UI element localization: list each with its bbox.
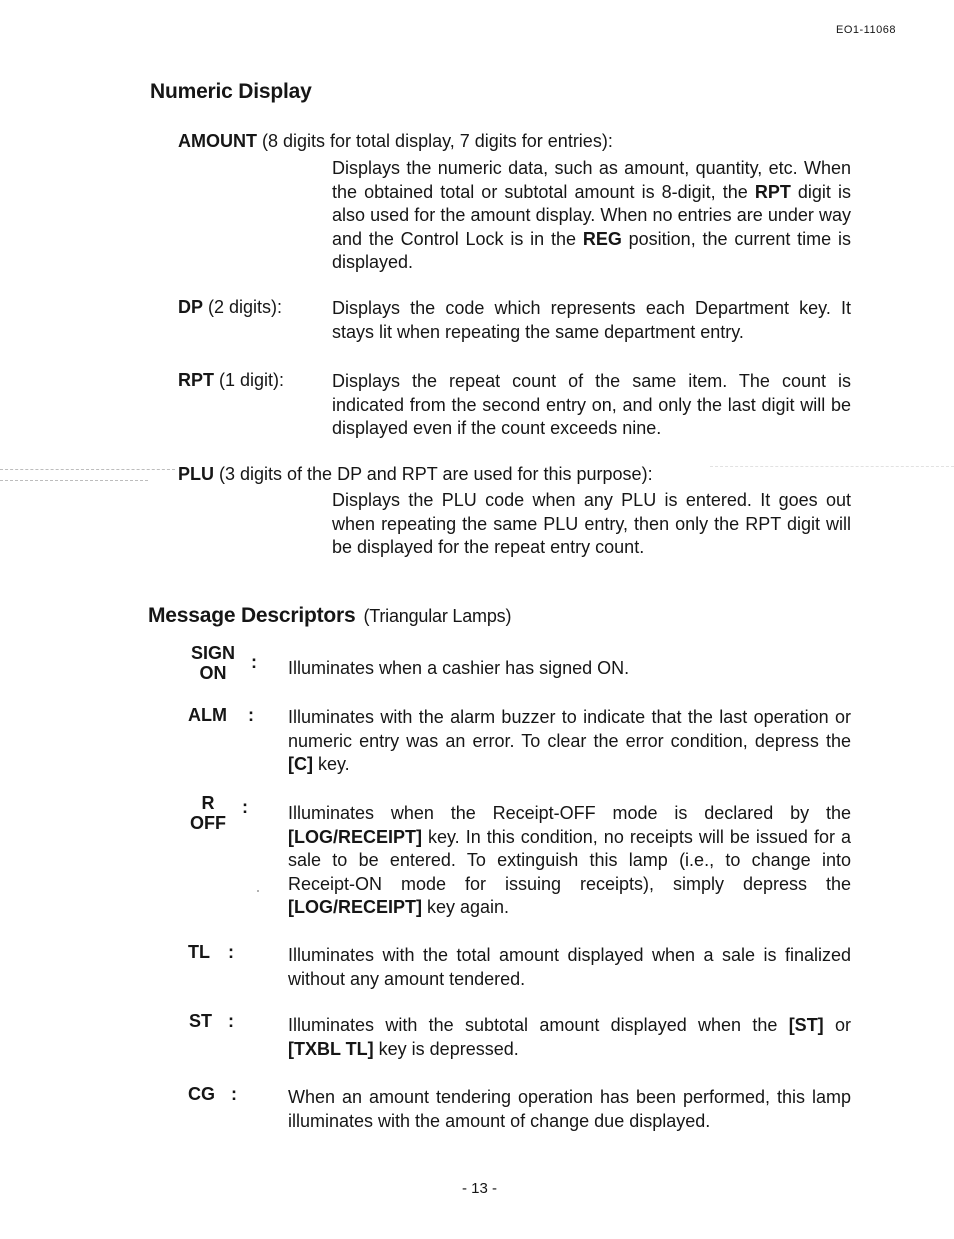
term-dp [178,297,282,318]
term-label: DP [178,297,204,317]
desc-alm [288,706,851,777]
lamp-label-tl: TL [188,942,210,962]
lamp-label-cg: CG [188,1084,215,1104]
term-qualifier: (2 digits): [203,297,283,317]
text-run: key. In this condition, no receipts will be issued for a sale to be entered. To extinguish this lamp (i.e., to change into Receipt-ON mode for issuing receipts), simply depress the [288,826,851,894]
desc-r-off [288,802,851,920]
text-run: Illuminates with the alarm buzzer to indicate that the last operation or numeric entry was an error. To clear the error condition, depress the [288,707,851,751]
text-run: Illuminates when a cashier has signed ON. [288,658,630,678]
lamp-label-sign-on [186,643,240,683]
text-run: When an amount tendering operation has been performed, this lamp illuminates with the amount of change due displayed. [288,1087,851,1131]
text-run: Illuminates with the subtotal amount displayed when the [288,1015,789,1035]
term-label: RPT [178,370,214,390]
lamp-label-top: SIGN [190,643,235,663]
lamp-label-st: ST [189,1011,213,1031]
text-run: key. [313,754,350,774]
desc-plu [332,489,851,560]
section-subtitle: (Triangular Lamps) [363,606,512,626]
desc-sign-on [288,657,851,681]
text-run: digit is also used for the amount display. When no entries are under way and the Control Lock is in the [332,181,851,249]
desc-tl [288,944,851,991]
term-amount [178,131,613,152]
key-term: [LOG/RECEIPT] [288,826,422,847]
term-label: PLU [178,464,214,484]
scan-artifact-line [0,480,148,481]
key-term: [TXBL TL] [288,1038,374,1059]
desc-dp [332,297,851,344]
label-colon: : [228,1011,234,1031]
lamp-label-r-off [186,793,230,833]
label-colon: : [242,797,248,817]
key-term: [ST] [788,1015,824,1035]
section-title-message-descriptors [148,604,511,628]
label-colon: : [228,942,234,962]
term-qualifier: (8 digits for total display, 7 digits for entries): [257,131,613,151]
desc-cg [288,1086,851,1133]
label-colon: : [248,705,254,725]
text-run: position, the current time is displayed. [332,228,851,272]
key-term: REG [582,228,622,249]
text-run: key again. [422,897,510,917]
desc-amount [332,157,851,275]
lamp-label-alm: ALM [188,705,227,725]
text-run: key is depressed. [373,1038,519,1059]
lamp-label-bottom: ON [199,663,227,683]
key-term: RPT [754,181,791,202]
text-run: Displays the PLU code when any PLU is entered. It goes out when repeating the same PLU entry, then only the RPT digit will be displayed for the repeat entry count. [332,490,851,557]
text-run: Displays the code which represents each Department key. It stays lit when repeating the same department entry. [332,298,851,342]
scan-artifact-line [710,466,954,467]
section-title-text: Message Descriptors [148,604,356,627]
desc-st [288,1014,851,1061]
page-number: - 13 - [462,1180,498,1197]
section-title-numeric-display: Numeric Display [150,80,312,103]
key-term: [C] [288,754,313,774]
label-colon: : [251,652,257,672]
scan-speck [257,890,259,892]
text-run: Illuminates when the Receipt-OFF mode is declared by the [288,803,851,823]
term-label: AMOUNT [178,131,257,151]
term-rpt [178,370,284,391]
text-run: or [823,1015,851,1035]
term-qualifier: (3 digits of the DP and RPT are used for this purpose): [214,464,653,484]
term-qualifier: (1 digit): [214,370,285,390]
text-run: Illuminates with the total amount displayed when a sale is finalized without any amount tendered. [288,945,851,989]
lamp-label-top: R [201,793,215,813]
lamp-label-bottom: OFF [190,813,226,833]
key-term: [LOG/RECEIPT] [288,897,422,917]
label-colon: : [231,1084,237,1104]
term-plu [178,464,653,485]
text-run: Displays the numeric data, such as amount, quantity, etc. When the obtained total or subtotal amount is 8-digit, the [332,158,851,202]
text-run: Displays the repeat count of the same item. The count is indicated from the second entry on, and only the last digit will be displayed even if the count exceeds nine. [332,371,851,438]
scan-artifact-line [0,469,175,470]
desc-rpt [332,370,851,441]
document-id: EO1-11068 [836,24,896,36]
